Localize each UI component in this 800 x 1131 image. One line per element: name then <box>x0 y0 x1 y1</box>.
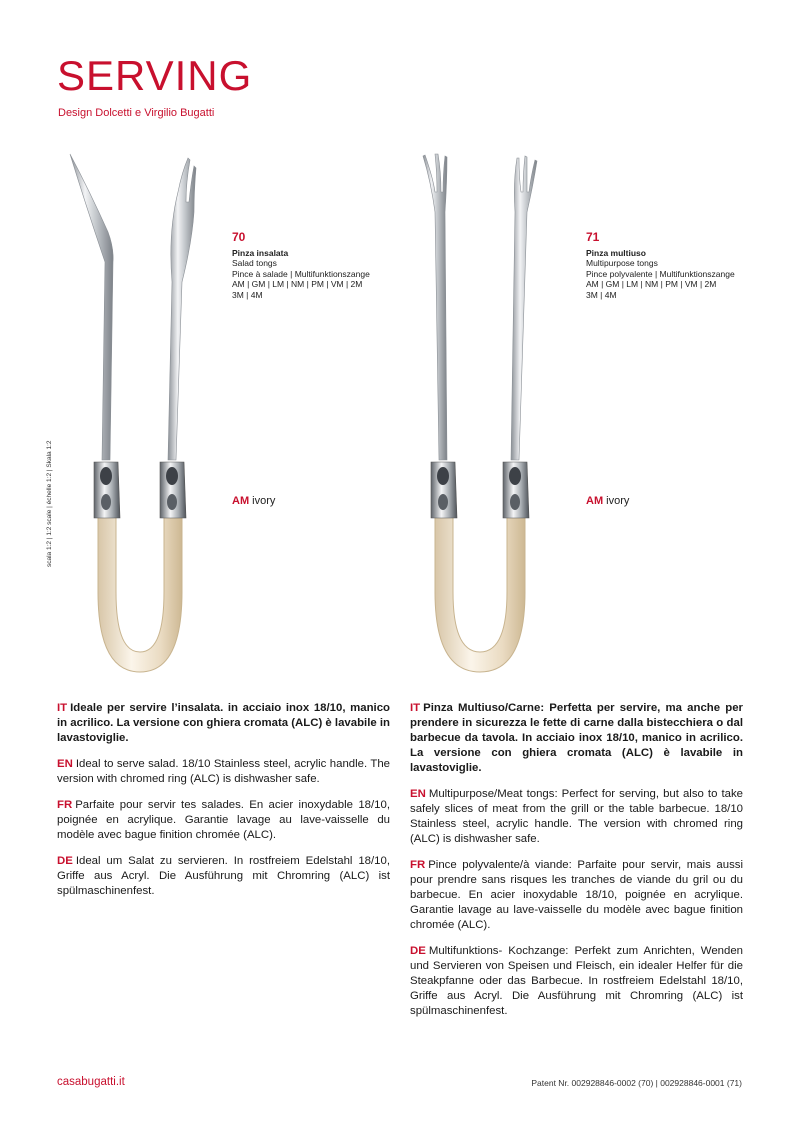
product-number: 71 <box>586 230 600 244</box>
description-de <box>57 854 390 899</box>
lang-code: EN <box>410 788 426 800</box>
lang-code: IT <box>57 702 68 714</box>
product-finishes: AM | GM | LM | NM | PM | VM | 2M <box>586 279 717 289</box>
description-text: Ideal to serve salad. 18/10 Stainless steel, acrylic handle. The version with chromed ring (ALC) is dishwasher safe. <box>57 758 390 785</box>
product-name-fr-de: Pince polyvalente | Multifunktionszange <box>586 268 735 279</box>
product-name-en: Salad tongs <box>232 258 277 268</box>
product-70-variant <box>232 495 275 507</box>
multipurpose-tongs-image <box>405 152 565 682</box>
website-link[interactable]: casabugatti.it <box>57 1076 125 1088</box>
description-text: Ideale per servire l’insalata. in acciaio inox 18/10, manico in acrilico. La versione con ghiera cromata (ALC) è lavabile in lavastoviglie. <box>57 702 390 744</box>
product-name: Pinza multiuso <box>586 247 646 258</box>
lang-code: FR <box>410 859 426 871</box>
description-en <box>57 757 390 787</box>
description-de <box>410 944 743 1019</box>
lang-code: IT <box>410 702 421 714</box>
description-fr <box>57 798 390 843</box>
description-text: Multifunktions- Kochzange: Perfekt zum Anrichten, Wenden und Servieren von Speisen und Fleisch, ein idealer Helfer für die Steakpfanne oder das Barbecue. In rostfreiem Edelstahl 18/10, Griffe aus Acryl. Die Ausführung mit Chromring (ALC) ist spülmaschinenfest. <box>410 945 743 1017</box>
description-text: Pince polyvalente/à viande: Parfaite pour servir, mais aussi pour prendre sans risques les tranches de viande du gril ou du barbecue. En acier inoxydable 18/10, poignée en acrylique. Garantie lavage au lave-vaisselle du modèle avec bague finition chromée (ALC). <box>410 859 743 931</box>
description-it <box>410 701 743 776</box>
description-fr <box>410 858 743 933</box>
variant-code: AM <box>586 495 604 507</box>
description-text: Multipurpose/Meat tongs: Perfect for serving, but also to take safely slices of meat from the grill or the table barbecue. 18/10 Stainless steel, acrylic handle. The version with chromed ring (ALC) is dishwasher safe. <box>410 788 743 845</box>
description-left-column <box>57 701 390 910</box>
product-name: Pinza insalata <box>232 247 289 258</box>
description-en <box>410 787 743 847</box>
product-name-fr-de: Pince à salade | Multifunktionszange <box>232 268 370 279</box>
description-it <box>57 701 390 746</box>
designer-credit: Design Dolcetti e Virgilio Bugatti <box>58 107 215 119</box>
product-70-info <box>232 232 370 300</box>
product-finishes: AM | GM | LM | NM | PM | VM | 2M <box>232 279 363 289</box>
scale-note: scala 1:2 | 1:2 scale | échelle 1:2 | Skala 1:2 <box>46 440 53 567</box>
lang-code: FR <box>57 799 73 811</box>
description-text: Ideal um Salat zu servieren. In rostfreiem Edelstahl 18/10, Griffe aus Acryl. Die Ausführung mit Chromring (ALC) ist spülmaschinenfest. <box>57 855 390 897</box>
patent-number: Patent Nr. 002928846-0002 (70) | 002928846-0001 (71) <box>531 1078 742 1088</box>
variant-code: AM <box>232 495 250 507</box>
product-71-variant <box>586 495 629 507</box>
description-right-column <box>410 701 743 1030</box>
product-name-en: Multipurpose tongs <box>586 258 658 268</box>
product-finishes-more: 3M | 4M <box>232 289 263 300</box>
lang-code: DE <box>410 945 426 957</box>
page-title: SERVING <box>57 52 253 99</box>
description-text: Parfaite pour servir tes salades. En acier inoxydable 18/10, poignée en acrylique. Garantie lavage au lave-vaisselle du modèle avec bague finition chromée (ALC). <box>57 799 390 841</box>
product-71-info <box>586 232 735 300</box>
variant-color: ivory <box>606 495 630 507</box>
salad-tongs-image <box>58 152 218 682</box>
description-text: Pinza Multiuso/Carne: Perfetta per servire, ma anche per prendere in sicurezza le fette di carne dalla bistecchiera o dal barbecue da tavola. In acciaio inox 18/10, manico in acrilico. La versione con ghiera cromata (ALC) è lavabile in lavastoviglie. <box>410 702 743 774</box>
lang-code: EN <box>57 758 73 770</box>
product-number: 70 <box>232 230 246 244</box>
variant-color: ivory <box>252 495 276 507</box>
lang-code: DE <box>57 855 73 867</box>
product-finishes-more: 3M | 4M <box>586 289 617 300</box>
